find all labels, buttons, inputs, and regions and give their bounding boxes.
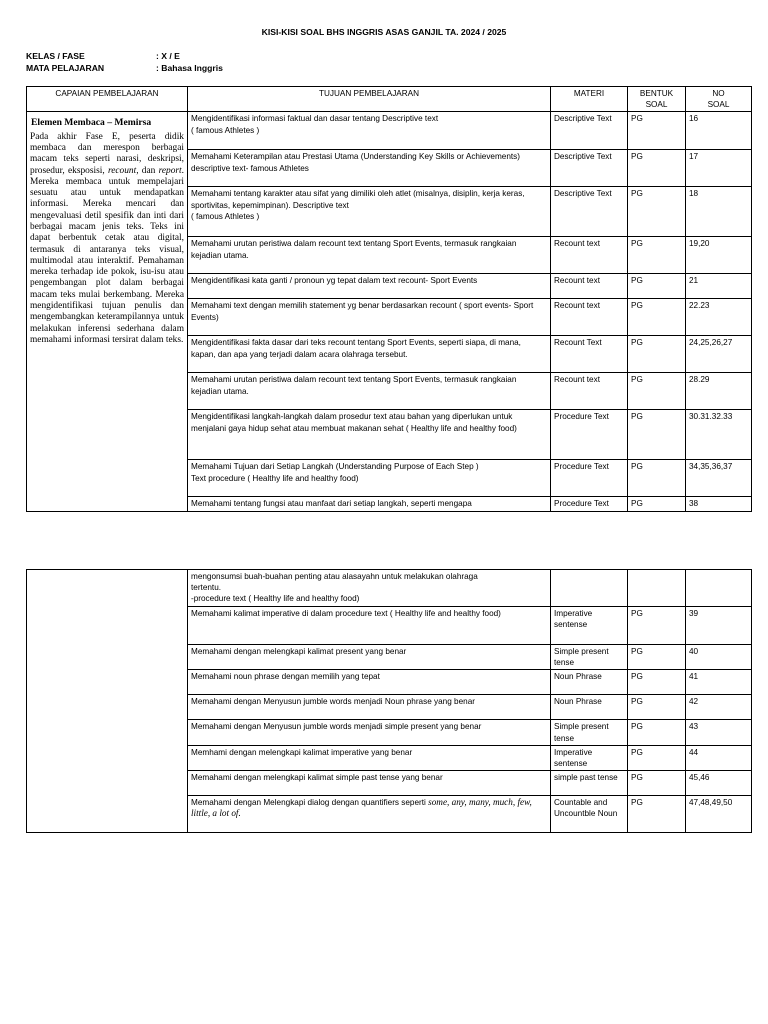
tujuan-text: mengonsumsi buah-buahan penting atau alasayahn untuk melakukan olahraga [191, 572, 478, 581]
kisi-kisi-table-page2 [26, 569, 752, 833]
no-cell: 19,20 [686, 237, 752, 274]
no-cell: 43 [686, 720, 752, 745]
meta-kelas [26, 51, 180, 61]
capaian-body [30, 132, 184, 347]
bentuk-cell: PG [628, 187, 686, 237]
no-cell: 47,48,49,50 [686, 796, 752, 833]
bentuk-cell: PG [628, 745, 686, 770]
no-cell: 21 [686, 274, 752, 299]
quantifiers-italic: some, any, many, much, few, little, a lot of. [191, 797, 532, 819]
tujuan-text: ( famous Athletes ) [191, 211, 260, 221]
header-no-line1: NO [712, 89, 725, 98]
materi-cell: Procedure Text [551, 497, 628, 511]
no-cell: 28.29 [686, 373, 752, 410]
materi-cell: Simple present tense [551, 645, 628, 670]
no-cell: 42 [686, 695, 752, 720]
bentuk-cell: PG [628, 460, 686, 497]
no-cell: 34,35,36,37 [686, 460, 752, 497]
capaian-cell-empty [27, 570, 188, 833]
tujuan-cell [188, 796, 551, 833]
meta-label: KELAS / FASE [26, 51, 85, 61]
no-cell: 30.31.32.33 [686, 410, 752, 460]
materi-cell: Recount Text [551, 336, 628, 373]
header-materi: MATERI [551, 87, 628, 112]
bentuk-cell: PG [628, 336, 686, 373]
capaian-text: . Mereka membaca untuk mempelajari sesuatu atau untuk mendapatkan informasi. Mereka mencari dan mengevaluasi detil spesifik dan inti dari berbagai macam jenis teks. Teks ini dapat berbentuk cetak atau digital, termasuk di antaranya teks visual, multimodal atau interaktif. Pemahaman mereka terhadap ide pokok, isu-isu atau pengembangan plot dalam berbagai macam teks mulai berkembang. Mereka mengidentifikasi tujuan penulis dan mengembangkan keterampilannya untuk melakukan inferensi sederhana dalam memahami informasi tersirat dalam teks. [30, 165, 184, 345]
tujuan-cell: Mengidentifikasi fakta dasar dari teks recount tentang Sport Events, seperti siapa, di mana, kapan, dan apa yang terjadi dalam acara olahraga tersebut. [188, 336, 551, 373]
tujuan-cell [188, 112, 551, 150]
tujuan-cell: Memahami noun phrase dengan memilih yang tepat [188, 670, 551, 695]
bentuk-cell: PG [628, 150, 686, 187]
tujuan-text: -procedure text ( Healthy life and healthy food) [191, 594, 360, 604]
materi-cell: Recount text [551, 274, 628, 299]
bentuk-cell: PG [628, 112, 686, 150]
capaian-report: report [158, 165, 182, 176]
meta-value: : X / E [156, 51, 180, 61]
meta-mapel [26, 63, 223, 73]
tujuan-cell: Mengidentifikasi kata ganti / pronoun yg tepat dalam text recount- Sport Events [188, 274, 551, 299]
header-bentuk-soal [628, 87, 686, 112]
tujuan-cell: Memahami text dengan memilih statement yg benar berdasarkan recount ( sport events- Sport Events) [188, 299, 551, 336]
header-tujuan: TUJUAN PEMBELAJARAN [188, 87, 551, 112]
materi-cell: Imperative sentense [551, 745, 628, 770]
no-cell: 17 [686, 150, 752, 187]
table-header-row [27, 87, 752, 112]
bentuk-cell: PG [628, 237, 686, 274]
materi-cell [551, 570, 628, 607]
bentuk-cell: PG [628, 771, 686, 796]
bentuk-cell: PG [628, 410, 686, 460]
meta-value: : Bahasa Inggris [156, 63, 223, 73]
document-title: KISI-KISI SOAL BHS INGGRIS ASAS GANJIL TA. 2024 / 2025 [261, 27, 507, 37]
tujuan-cell: Memahami dengan Menyusun jumble words menjadi simple present yang benar [188, 720, 551, 745]
materi-cell: Procedure Text [551, 410, 628, 460]
materi-cell: simple past tense [551, 771, 628, 796]
no-cell: 41 [686, 670, 752, 695]
no-cell: 22.23 [686, 299, 752, 336]
capaian-text: Pada akhir Fase E, peserta didik membaca dan merespon berbagai macam teks seperti narasi, deskripsi, prosedur, eksposisi, [30, 131, 184, 176]
bentuk-cell: PG [628, 607, 686, 645]
tujuan-text: Mengidentifikasi informasi faktual dan dasar tentang Descriptive text [191, 114, 439, 124]
no-cell: 45,46 [686, 771, 752, 796]
materi-cell: Countable and Uncountble Noun [551, 796, 628, 833]
header-no-soal [686, 87, 752, 112]
tujuan-cell [188, 187, 551, 237]
materi-cell: Noun Phrase [551, 695, 628, 720]
materi-cell: Recount text [551, 373, 628, 410]
table-row [27, 112, 752, 150]
header-bentuk-line2: SOAL [645, 100, 668, 110]
no-cell: 24,25,26,27 [686, 336, 752, 373]
tujuan-text: Memahami dengan Melengkapi dialog dengan quantifiers seperti [191, 798, 429, 808]
capaian-text: , dan [136, 165, 159, 176]
no-cell: 44 [686, 745, 752, 770]
bentuk-cell [628, 570, 686, 607]
no-cell: 39 [686, 607, 752, 645]
tujuan-cell: Memahami urutan peristiwa dalam recount text tentang Sport Events, termasuk rangkaian kejadian utama. [188, 237, 551, 274]
bentuk-cell: PG [628, 796, 686, 833]
tujuan-cell: Memahami dengan Menyusun jumble words menjadi Noun phrase yang benar [188, 695, 551, 720]
bentuk-cell: PG [628, 497, 686, 511]
tujuan-cell: Mengidentifikasi langkah-langkah dalam prosedur text atau bahan yang diperlukan untuk menjalani gaya hidup sehat atau membuat makanan sehat ( Healthy life and healthy food) [188, 410, 551, 460]
capaian-cell [27, 112, 188, 511]
tujuan-continuation-cell [188, 570, 551, 607]
bentuk-cell: PG [628, 695, 686, 720]
tujuan-text: Text procedure ( Healthy life and healthy food) [191, 473, 359, 483]
tujuan-cell [188, 460, 551, 497]
kisi-kisi-table-page1 [26, 86, 752, 512]
no-cell: 16 [686, 112, 752, 150]
bentuk-cell: PG [628, 373, 686, 410]
tujuan-cell: Memhami dengan melengkapi kalimat imperative yang benar [188, 745, 551, 770]
capaian-recount: recount [107, 165, 137, 176]
no-cell: 40 [686, 645, 752, 670]
materi-cell: Simple present tense [551, 720, 628, 745]
tujuan-cell: Memahami dengan melengkapi kalimat present yang benar [188, 645, 551, 670]
no-cell [686, 570, 752, 607]
tujuan-cell: Memahami Keterampilan atau Prestasi Utama (Understanding Key Skills or Achievements) descriptive text- famous Athletes [188, 150, 551, 187]
materi-cell: Descriptive Text [551, 112, 628, 150]
table-row [27, 570, 752, 607]
materi-cell: Recount text [551, 237, 628, 274]
capaian-heading: Elemen Membaca – Memirsa [31, 117, 152, 129]
tujuan-cell: Memahami tentang fungsi atau manfaat dari setiap langkah, seperti mengapa [188, 497, 551, 511]
tujuan-cell: Memahami kalimat imperative di dalam procedure text ( Healthy life and healthy food) [188, 607, 551, 645]
materi-cell: Recount text [551, 299, 628, 336]
materi-cell: Procedure Text [551, 460, 628, 497]
materi-cell: Descriptive Text [551, 187, 628, 237]
no-cell: 38 [686, 497, 752, 511]
materi-cell: Noun Phrase [551, 670, 628, 695]
tujuan-text: Memahami tentang karakter atau sifat yang dimiliki oleh atlet (misalnya, disiplin, kerja keras, sportivitas, kepemimpinan). Descriptive text [191, 189, 525, 210]
materi-cell: Descriptive Text [551, 150, 628, 187]
bentuk-cell: PG [628, 274, 686, 299]
tujuan-text: tertentu. [191, 583, 222, 593]
tujuan-cell: Memahami dengan melengkapi kalimat simple past tense yang benar [188, 771, 551, 796]
header-bentuk-line1: BENTUK [639, 89, 674, 98]
header-capaian: CAPAIAN PEMBELAJARAN [27, 87, 188, 112]
header-no-line2: SOAL [707, 100, 730, 110]
bentuk-cell: PG [628, 670, 686, 695]
bentuk-cell: PG [628, 720, 686, 745]
tujuan-text: ( famous Athletes ) [191, 125, 260, 135]
tujuan-cell: Memahami urutan peristiwa dalam recount text tentang Sport Events, termasuk rangkaian kejadian utama. [188, 373, 551, 410]
tujuan-text: Memahami Tujuan dari Setiap Langkah (Understanding Purpose of Each Step ) [191, 462, 479, 472]
no-cell: 18 [686, 187, 752, 237]
bentuk-cell: PG [628, 299, 686, 336]
materi-cell: Imperative sentense [551, 607, 628, 645]
bentuk-cell: PG [628, 645, 686, 670]
meta-label: MATA PELAJARAN [26, 63, 105, 73]
